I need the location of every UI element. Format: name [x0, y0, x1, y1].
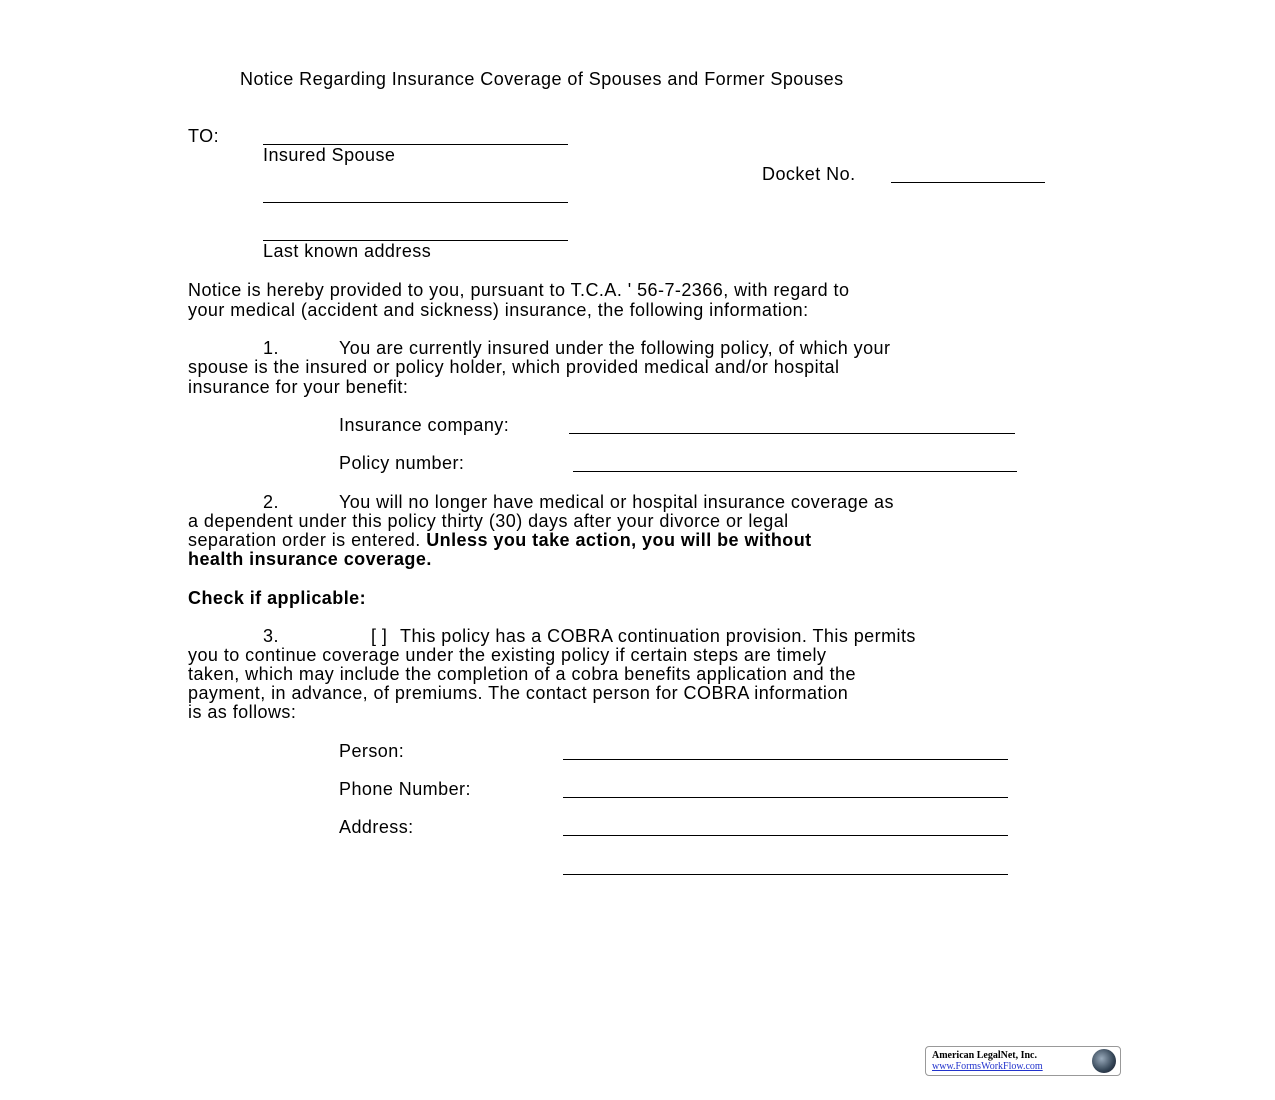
- item3-line: This policy has a COBRA continuation provision. This permits: [400, 626, 916, 646]
- person-label: Person:: [339, 741, 405, 761]
- insurance-company-label: Insurance company:: [339, 415, 510, 435]
- address-field-1[interactable]: [263, 202, 568, 203]
- cobra-address-field-2[interactable]: [563, 874, 1008, 875]
- item3-line: is as follows:: [188, 702, 297, 722]
- item2-line: You will no longer have medical or hospital insurance coverage as: [339, 492, 894, 512]
- policy-number-label: Policy number:: [339, 453, 465, 473]
- docket-field[interactable]: [891, 182, 1045, 183]
- cobra-checkbox[interactable]: [ ]: [371, 626, 388, 646]
- footer-logo: [925, 1046, 1121, 1076]
- footer-link[interactable]: www.FormsWorkFlow.com: [932, 1061, 1043, 1072]
- item2-warning: Unless you take action, you will be without: [426, 530, 812, 550]
- to-label: TO:: [188, 126, 220, 146]
- item3-line: taken, which may include the completion of a cobra benefits application and the: [188, 664, 856, 684]
- phone-field[interactable]: [563, 797, 1008, 798]
- footer-company: American LegalNet, Inc.: [932, 1050, 1037, 1061]
- item1-line: spouse is the insured or policy holder, which provided medical and/or hospital: [188, 357, 840, 377]
- docket-label: Docket No.: [762, 164, 856, 184]
- insurance-company-field[interactable]: [569, 433, 1015, 434]
- item3-line: payment, in advance, of premiums. The contact person for COBRA information: [188, 683, 849, 703]
- item2-line: a dependent under this policy thirty (30) days after your divorce or legal: [188, 511, 789, 531]
- last-known-address-label: Last known address: [263, 241, 432, 261]
- insured-spouse-label: Insured Spouse: [263, 145, 396, 165]
- item1-line: You are currently insured under the following policy, of which your: [339, 338, 891, 358]
- item2-warning: health insurance coverage.: [188, 549, 432, 569]
- globe-icon: [1092, 1049, 1116, 1073]
- check-heading: Check if applicable:: [188, 588, 367, 608]
- item2-line: [188, 549, 432, 569]
- item2-text: separation order is entered.: [188, 530, 421, 550]
- item-number: 1.: [263, 338, 279, 358]
- address-label: Address:: [339, 817, 414, 837]
- item2-line: [188, 530, 812, 550]
- document-title: Notice Regarding Insurance Coverage of Spouses and Former Spouses: [240, 69, 844, 89]
- person-field[interactable]: [563, 759, 1008, 760]
- item1-line: insurance for your benefit:: [188, 377, 409, 397]
- item-number: 2.: [263, 492, 279, 512]
- item-number: 3.: [263, 626, 279, 646]
- policy-number-field[interactable]: [573, 471, 1017, 472]
- phone-label: Phone Number:: [339, 779, 471, 799]
- intro-line: Notice is hereby provided to you, pursuant to T.C.A. ' 56-7-2366, with regard to: [188, 280, 850, 300]
- cobra-address-field-1[interactable]: [563, 835, 1008, 836]
- item3-line: you to continue coverage under the existing policy if certain steps are timely: [188, 645, 827, 665]
- intro-line: your medical (accident and sickness) insurance, the following information:: [188, 300, 809, 320]
